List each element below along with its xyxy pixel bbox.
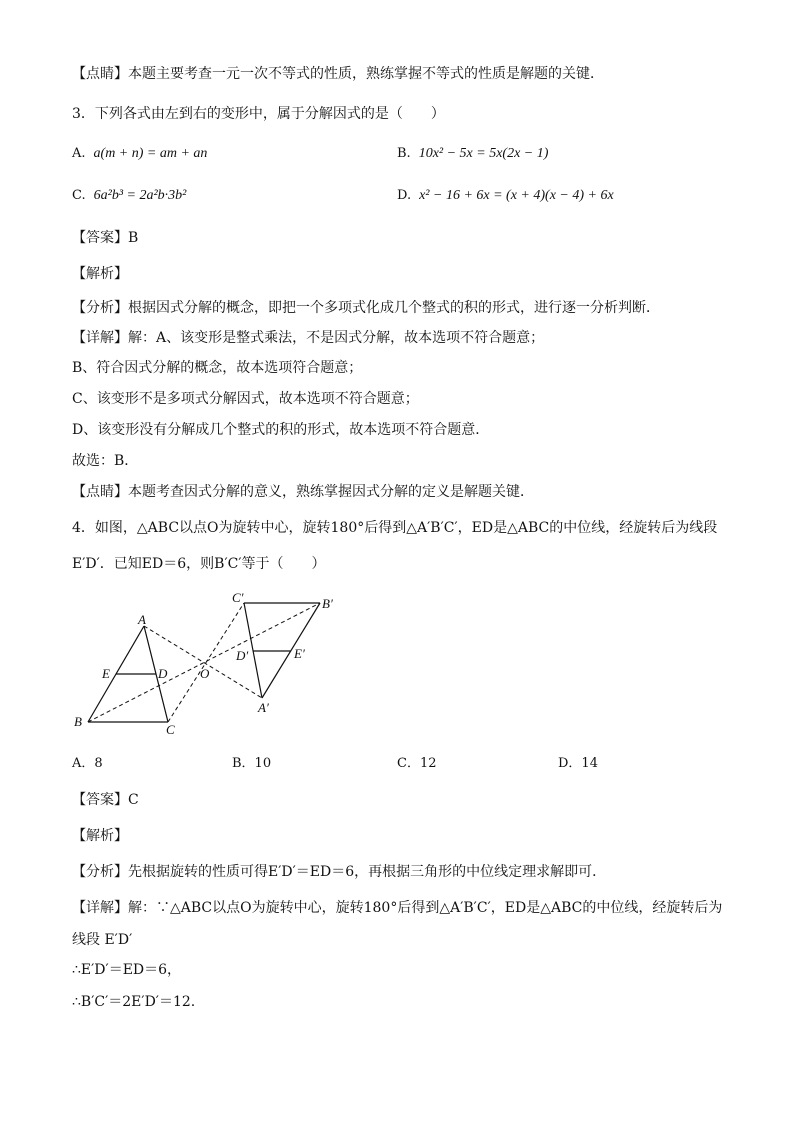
q3-option-b xyxy=(397,144,548,164)
q3-detail: 【详解】解：A、该变形是整式乘法，不是因式分解，故本选项不符合题意； xyxy=(72,330,545,346)
rotation-figure xyxy=(72,588,372,740)
q3-option-d-expr: x² − 16 + 6x = (x + 4)(x − 4) + 6x xyxy=(419,188,614,203)
q4-option-c: C．12 xyxy=(397,756,437,771)
q4-detail-line2: 线段 E′D′ xyxy=(72,932,133,948)
q3-option-c-expr: 6a²b³ = 2a²b·3b² xyxy=(93,188,187,203)
q4-detail-line3: ∴E′D′＝ED＝6， xyxy=(72,962,182,978)
q3-option-c xyxy=(72,186,186,206)
label-d-prime: D′ xyxy=(236,648,249,663)
q4-detail-line1: 【详解】解：∵△ABC以点O为旋转中心，旋转180°后得到△A′B′C′，ED是△ABC的中位线，经旋转后为 xyxy=(72,900,723,916)
dashed-c-c2 xyxy=(168,603,244,722)
question-3-stem: 3．下列各式由左到右的变形中，属于分解因式的是（ ） xyxy=(72,106,445,122)
q4-detail-line4: ∴B′C′＝2E′D′＝12. xyxy=(72,994,196,1010)
q4-option-b: B．10 xyxy=(232,756,272,771)
label-a-prime: A′ xyxy=(258,700,269,715)
q3-answer: 【答案】B xyxy=(72,230,139,246)
label-d: D xyxy=(158,666,168,681)
q4-analysis-heading: 【解析】 xyxy=(72,828,128,844)
tip-line-prev: 【点睛】本题主要考查一元一次不等式的性质，熟练掌握不等式的性质是解题的关键． xyxy=(72,66,604,82)
label-b-prime: B′ xyxy=(322,596,333,611)
q3-detail-c: C、该变形不是多项式分解因式，故本选项不符合题意； xyxy=(72,391,419,407)
q3-option-a-expr: a(m + n) = am + an xyxy=(93,146,208,161)
q3-conclusion: 故选：B． xyxy=(72,453,139,469)
q3-analysis-heading: 【解析】 xyxy=(72,266,128,282)
q3-tip: 【点睛】本题考查因式分解的意义，熟练掌握因式分解的定义是解题关键． xyxy=(72,484,534,500)
question-4-stem-line2: E′D′．已知ED＝6，则B′C′等于（ ） xyxy=(72,556,326,572)
q3-detail-d: D、该变形没有分解成几个整式的积的形式，故本选项不符合题意． xyxy=(72,422,490,438)
label-e: E xyxy=(102,666,110,681)
q3-option-b-expr: 10x² − 5x = 5x(2x − 1) xyxy=(418,146,549,161)
label-b: B xyxy=(74,714,82,729)
q4-answer: 【答案】C xyxy=(72,792,139,808)
q3-option-d-label: D. xyxy=(397,188,412,203)
label-a: A xyxy=(138,612,146,627)
q4-option-d: D．14 xyxy=(558,756,598,771)
question-4-stem-line1: 4．如图，△ABC以点O为旋转中心，旋转180°后得到△A′B′C′，ED是△ABC的中位线，经旋转后为线段 xyxy=(72,520,718,536)
label-o: O xyxy=(200,666,210,681)
label-c-prime: C′ xyxy=(232,590,244,605)
label-c: C xyxy=(166,722,175,737)
q3-option-a xyxy=(72,144,207,164)
label-e-prime: E′ xyxy=(294,646,305,661)
q3-option-a-label: A. xyxy=(72,146,86,161)
q3-option-c-label: C. xyxy=(72,188,86,203)
q3-option-d xyxy=(397,186,614,206)
q3-detail-b: B、符合因式分解的概念，故本选项符合题意； xyxy=(72,360,363,376)
q3-option-b-label: B. xyxy=(397,146,411,161)
q4-option-a: A．8 xyxy=(72,756,103,771)
q3-analysis: 【分析】根据因式分解的概念，即把一个多项式化成几个整式的积的形式，进行逐一分析判断． xyxy=(72,300,660,316)
q4-analysis: 【分析】先根据旋转的性质可得E′D′＝ED＝6，再根据三角形的中位线定理求解即可． xyxy=(72,864,607,880)
